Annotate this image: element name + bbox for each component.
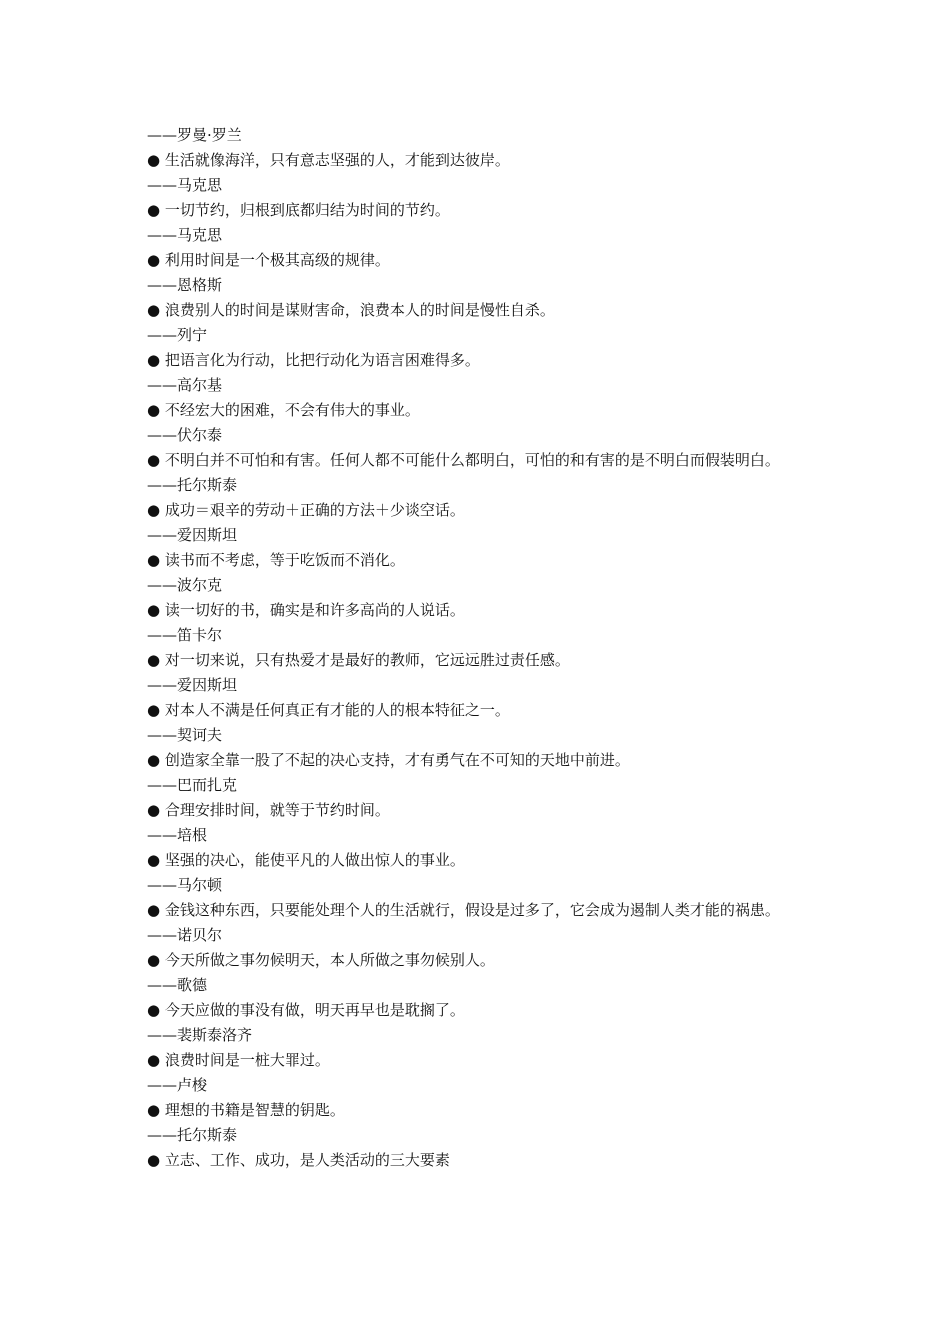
quote-author: ——巴而扎克 xyxy=(147,776,238,794)
quote-author: ——契诃夫 xyxy=(147,726,223,744)
quote-author: ——马克思 xyxy=(147,226,223,244)
quote-text: ● 生活就像海洋，只有意志坚强的人，才能到达彼岸。 xyxy=(147,151,510,169)
quote-author: ——裴斯泰洛齐 xyxy=(147,1026,253,1044)
quote-text: ● 今天应做的事没有做，明天再早也是耽搁了。 xyxy=(147,1001,465,1019)
quote-text: ● 合理安排时间，就等于节约时间。 xyxy=(147,801,390,819)
quote-author: ——爱因斯坦 xyxy=(147,526,238,544)
quote-author: ——培根 xyxy=(147,826,208,844)
quote-text: ● 把语言化为行动，比把行动化为语言困难得多。 xyxy=(147,351,480,369)
quote-text: ● 读一切好的书，确实是和许多高尚的人说话。 xyxy=(147,601,465,619)
quote-text: ● 不经宏大的困难，不会有伟大的事业。 xyxy=(147,401,420,419)
quote-text: ● 今天所做之事勿候明天，本人所做之事勿候别人。 xyxy=(147,951,495,969)
quote-text: ● 金钱这种东西，只要能处理个人的生活就行，假设是过多了，它会成为遏制人类才能的祸患。 xyxy=(147,901,780,919)
quote-author: ——歌德 xyxy=(147,976,208,994)
quote-author: ——爱因斯坦 xyxy=(147,676,238,694)
quote-text: ● 创造家全靠一股了不起的决心支持，才有勇气在不可知的天地中前进。 xyxy=(147,751,630,769)
quote-author: ——马克思 xyxy=(147,176,223,194)
quote-text: ● 对本人不满是任何真正有才能的人的根本特征之一。 xyxy=(147,701,510,719)
quote-author: ——罗曼·罗兰 xyxy=(147,126,242,144)
quote-text: ● 不明白并不可怕和有害。任何人都不可能什么都明白，可怕的和有害的是不明白而假装明白。 xyxy=(147,451,780,469)
quote-author: ——托尔斯泰 xyxy=(147,476,238,494)
quote-author: ——波尔克 xyxy=(147,576,223,594)
quote-text: ● 一切节约，归根到底都归结为时间的节约。 xyxy=(147,201,450,219)
quote-text: ● 坚强的决心，能使平凡的人做出惊人的事业。 xyxy=(147,851,465,869)
quote-text: ● 利用时间是一个极其高级的规律。 xyxy=(147,251,390,269)
quote-author: ——托尔斯泰 xyxy=(147,1126,238,1144)
quote-author: ——高尔基 xyxy=(147,376,223,394)
quote-text: ● 理想的书籍是智慧的钥匙。 xyxy=(147,1101,345,1119)
quote-author: ——伏尔泰 xyxy=(147,426,223,444)
quote-text: ● 读书而不考虑，等于吃饭而不消化。 xyxy=(147,551,405,569)
quote-author: ——笛卡尔 xyxy=(147,626,223,644)
quote-text: ● 立志、工作、成功，是人类活动的三大要素 xyxy=(147,1151,450,1169)
quote-author: ——列宁 xyxy=(147,326,208,344)
quote-author: ——马尔顿 xyxy=(147,876,223,894)
quote-text: ● 成功＝艰辛的劳动＋正确的方法＋少谈空话。 xyxy=(147,501,465,519)
quote-author: ——卢梭 xyxy=(147,1076,208,1094)
document-page xyxy=(145,123,815,1173)
quote-author: ——恩格斯 xyxy=(147,276,223,294)
quote-text: ● 对一切来说，只有热爱才是最好的教师，它远远胜过责任感。 xyxy=(147,651,570,669)
quote-text: ● 浪费时间是一桩大罪过。 xyxy=(147,1051,330,1069)
quote-text: ● 浪费别人的时间是谋财害命，浪费本人的时间是慢性自杀。 xyxy=(147,301,555,319)
quote-author: ——诺贝尔 xyxy=(147,926,223,944)
